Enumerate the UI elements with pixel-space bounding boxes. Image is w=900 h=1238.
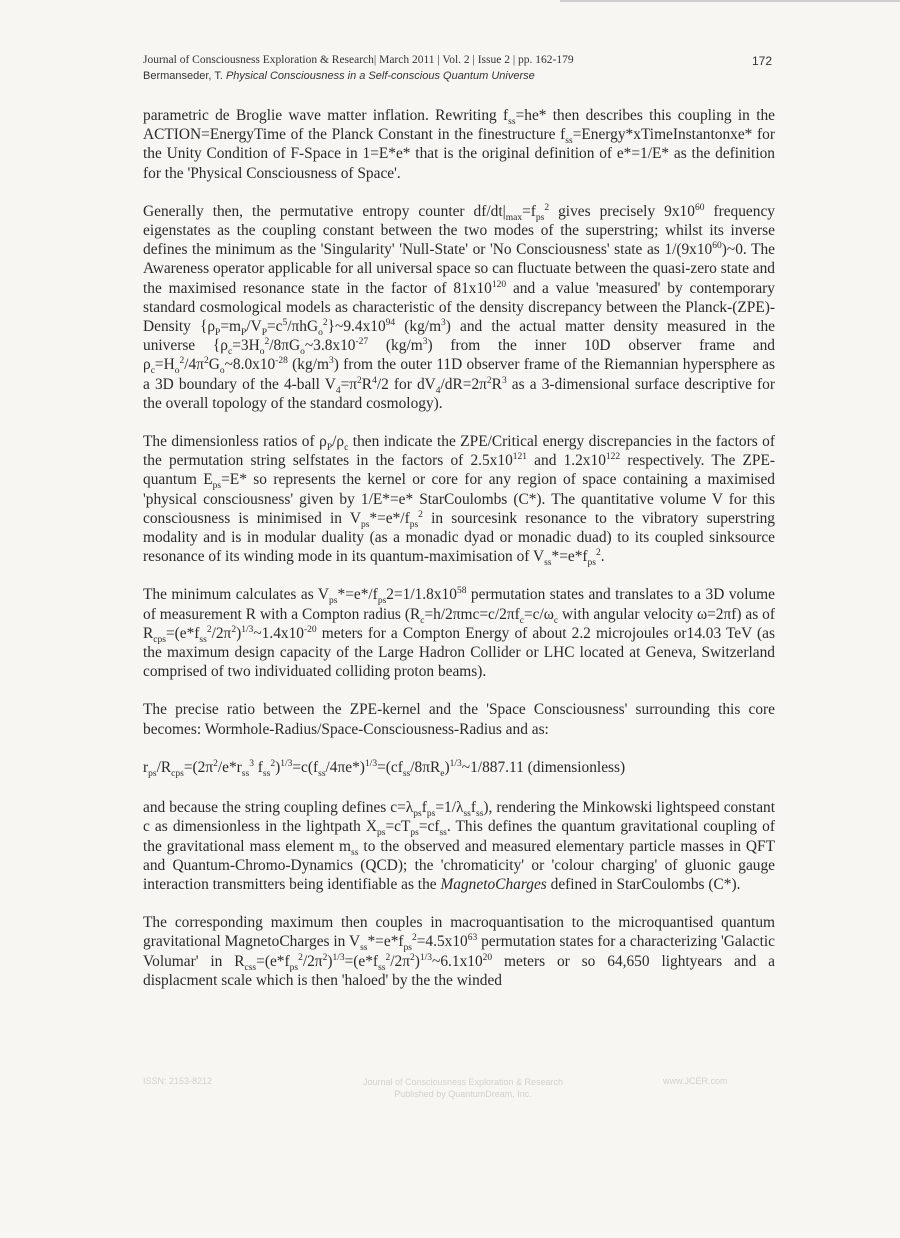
article-body xyxy=(143,106,775,1009)
paragraph-3: The dimensionless ratios of $\rho_P/\rho_c$ then indicate the ZPE/Critical energy discrepancies in the factors of the permutation string selfstates in the factors of $2.5x10^{121}$ and $1.2x10^{122}$ respectively. The ZPE-quantum $E_{ps}=E*$ so represents the kernel or core for any region of space containing a maximised 'physical consciousness' given by 1/E*=e* StarCoulombs (C*). The quantitative volume V for this consciousness is minimised in $V_{ps}*=e*/f_{ps}^2$ in sourcesink resonance to the vibratory superstring modality and is in modular duality (as a monadic dyad or monadic duad) to its coupled sinksource resonance of its winding mode in its quantum-maximisation of $V_{ss}*=e*f_{ps}^2$. xyxy=(143,433,775,569)
author-name: Bermanseder, T. xyxy=(143,70,223,82)
footer-journal-name: Journal of Consciousness Exploration & Research xyxy=(362,1077,564,1087)
scan-edge-line xyxy=(560,0,900,2)
author-title-line xyxy=(143,68,775,84)
footer-issn: ISSN: 2153-8212 xyxy=(143,1076,213,1086)
paragraph-4: The minimum calculates as $V_{ps}*=e*/f_{ps}2=1/1.8x10^{58}$ permutation states and translates to a 3D volume of measurement R with a Compton radius ($R_c=h/2\pi mc=c/2\pi f_c=c/\omega_c$ with angular velocity ω=2πf) as of $R_{cps}=(e*f_{ss}^2/2\pi^2)^{1/3}\sim 1.4x10^{-20}$ meters for a Compton Energy of about 2.2 microjoules or14.03 TeV (as the maximum design capacity of the Large Hadron Collider or LHC located at Geneva, Switzerland comprised of two individuated colliding proton beams). xyxy=(143,586,776,681)
article-title: Physical Consciousness in a Self-conscious Quantum Universe xyxy=(225,70,535,82)
equation-ratio: $r_{ps}/R_{cps}=(2\pi^2/e*r_{ss}^3$ $f_{ss}^2)^{1/3}=c(f_{ss}/4\pi e*)^{1/3}=(cf_{ss}/8\pi R_e)^{1/3}\sim 1/887.11$ (dimensionless) xyxy=(143,758,626,779)
journal-citation: Journal of Consciousness Exploration & Research| March 2011 | Vol. 2 | Issue 2 | pp. 162-179 xyxy=(143,54,574,66)
paragraph-7: The corresponding maximum then couples in macroquantisation to the microquantised quantum gravitational MagnetoCharges in $V_{ss}*=e*f_{ps}^2=4.5x10^{63}$ permutation states for a characterizing 'Galactic Volumar' in $R_{css}=(e*f_{ps}^2/2\pi^2)^{1/3}=(e*f_{ss}^2/2\pi^2)^{1/3}\sim 6.1x10^{20}$ meters or so 64,650 lightyears and a displacment scale which is then 'haloed' by the the winded xyxy=(143,914,775,989)
running-header xyxy=(143,52,775,84)
footer-publisher: Published by QuantumDream, Inc. xyxy=(394,1089,532,1099)
paragraph-2: Generally then, the permutative entropy counter $df/dt|_{max}=f_{ps}^2$ gives precisely $9x10^{60}$ frequency eigenstates as the coupling constant between the two modes of the superstring; whilst its inverse defines the minimum as the 'Singularity' 'Null-State' or 'No Consciousness' state as $1/(9x10^{60})\sim 0$. The Awareness operator applicable for all universal space so can fluctuate between the quasi-zero state and the maximised resonance state in the factor of $81x10^{120}$ and a value 'measured' by contemporary standard cosmological models as characteristic of the density discrepancy between the Planck-(ZPE)-Density $\{\rho_P=m_P/V_P=c^5/\pi hG_o^2\}\sim 9.4x10^{94}$ $(kg/m^3)$ and the actual matter density measured in the universe {$\rho_c=3H_o^2/8\pi G_o\sim 3.8x10^{-27}$ $(kg/m^3)$ from the inner 10D observer frame and $\rho_c=H_o^2/4\pi^2G_o\sim 8.0x10^{-28}$ $(kg/m^3)$ from the outer 11D observer frame of the Riemannian hypersphere as a 3D boundary of the 4-ball $V_4=\pi^2R^4/2$ for $dV_4/dR=2\pi^2R^3$ as a 3-dimensional surface descriptive for the overall topology of the standard cosmology). xyxy=(143,202,775,412)
footer-website: www.JCER.com xyxy=(663,1076,728,1086)
paragraph-6: and because the string coupling defines $c=\lambda_{ps}f_{ps}=1/\lambda_{ss}f_{ss}$), rendering the Minkowski lightspeed constant c as dimensionless in the lightpath $X_{ps}=cT_{ps}=cf_{ss}$. This defines the quantum gravitational coupling of the gravitational mass element $m_{ss}$ to the observed and measured elementary particle masses in QFT and Quantum-Chromo-Dynamics (QCD); the 'chromaticity' or 'colour charging' of gluonic gauge interaction transmitters being identifiable as the MagnetoCharges defined in StarCoulombs (C*). xyxy=(143,799,776,893)
paragraph-5: The precise ratio between the ZPE-kernel and the 'Space Consciousness' surrounding this core becomes: Wormhole-Radius/Space-Consciousness-Radius and as: xyxy=(143,701,775,738)
footer-journal-info xyxy=(348,1076,578,1100)
page-number: 172 xyxy=(752,54,773,68)
paragraph-1: parametric de Broglie wave matter inflation. Rewriting $f_{ss}=he*$ then describes this coupling in the ACTION=EnergyTime of the Planck Constant in the finestructure $f_{ss}=Energy*xTimeInstantonxe*$ for the Unity Condition of F-Space in 1=E*e* that is the original definition of e*=1/E* as the definition for the 'Physical Consciousness of Space'. xyxy=(143,107,776,182)
